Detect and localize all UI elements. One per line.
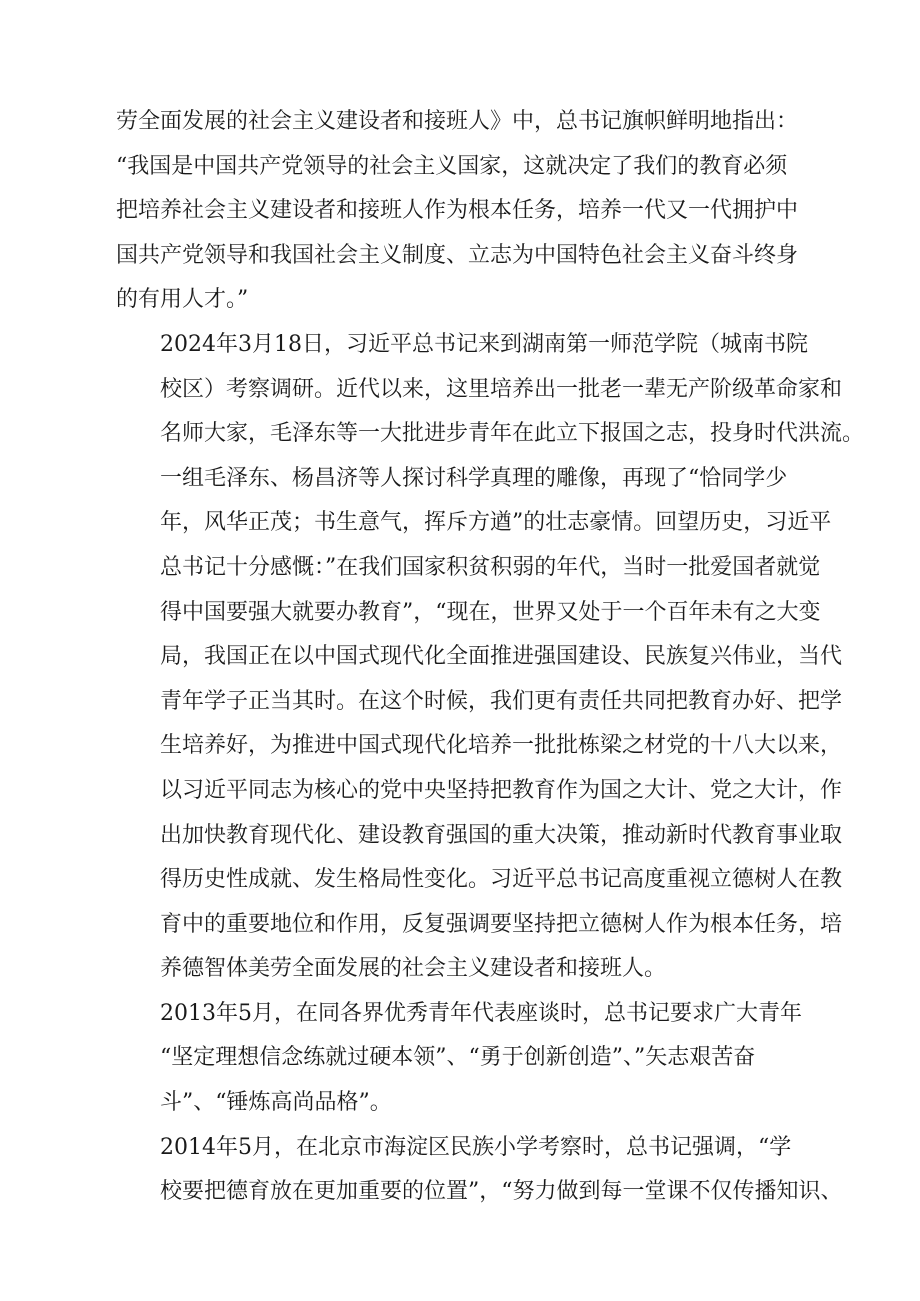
text-line: 劳全面发展的社会主义建设者和接班人》中，总书记旗帜鲜明地指出： <box>116 109 799 134</box>
paragraph <box>116 457 856 992</box>
body-text <box>116 100 865 1215</box>
text-line: 生培养好，为推进中国式现代化培养一批批栋梁之材党的十八大以来， <box>160 733 843 759</box>
text-line: 总书记十分感慨：”在我们国家积贫积弱的年代，当时一批爱国者就觉 <box>160 554 821 580</box>
text-line: 得中国要强大就要办教育”，“现在，世界又处于一个百年未有之大变 <box>160 599 821 625</box>
text-line: “坚定理想信念练就过硬本领”、“勇于创新创造”、”矢志艰苦奋 <box>160 1045 756 1071</box>
text-line: “我国是中国共产党领导的社会主义国家，这就决定了我们的教育必须 <box>116 153 788 179</box>
text-line: 一组毛泽东、杨昌济等人探讨科学真理的雕像，再现了“恰同学少 <box>160 465 788 491</box>
text-line: 把培养社会主义建设者和接班人作为根本任务，培养一代又一代拥护中 <box>116 198 799 224</box>
text-line: 育中的重要地位和作用，反复强调要坚持把立德树人作为根本任务，培 <box>160 911 843 937</box>
text-line: 局，我国正在以中国式现代化全面推进强国建设、民族复兴伟业，当代 <box>160 644 843 670</box>
text-line: 名师大家，毛泽东等一大批进步青年在此立下报国之志，投身时代洪流。 <box>160 421 865 447</box>
paragraph <box>116 992 856 1126</box>
text-line: 年，风华正茂；书生意气，挥斥方遒”的壮志豪情。回望历史，习近平 <box>160 510 832 536</box>
text-line: 2014年5月，在北京市海淀区民族小学考察时，总书记强调，“学 <box>160 1134 792 1160</box>
text-line: 校区）考察调研。近代以来，这里培养出一批老一辈无产阶级革命家和 <box>160 376 843 402</box>
text-line: 斗”、“锤炼高尚品格”。 <box>160 1090 392 1116</box>
text-line: 以习近平同志为核心的党中央坚持把教育作为国之大计、党之大计，作 <box>160 777 843 803</box>
text-line: 得历史性成就、发生格局性变化。习近平总书记高度重视立德树人在教 <box>160 867 843 893</box>
text-line: 校要把德育放在更加重要的位置”，“努力做到每一堂课不仅传播知识、 <box>160 1179 843 1205</box>
text-line: 的有用人才。” <box>116 287 249 313</box>
paragraph <box>116 100 856 323</box>
text-line: 青年学子正当其时。在这个时候，我们更有责任共同把教育办好、把学 <box>160 688 843 714</box>
paragraph <box>116 323 865 457</box>
text-line: 2024年3月18日，习近平总书记来到湖南第一师范学院（城南书院 <box>160 331 808 357</box>
text-line: 养德智体美劳全面发展的社会主义建设者和接班人。 <box>160 956 667 982</box>
text-line: 2013年5月，在同各界优秀青年代表座谈时，总书记要求广大青年 <box>160 1000 802 1026</box>
text-line: 出加快教育现代化、建设教育强国的重大决策，推动新时代教育事业取 <box>160 822 843 848</box>
text-line: 国共产党领导和我国社会主义制度、立志为中国特色社会主义奋斗终身 <box>116 242 799 268</box>
paragraph <box>116 1126 856 1215</box>
